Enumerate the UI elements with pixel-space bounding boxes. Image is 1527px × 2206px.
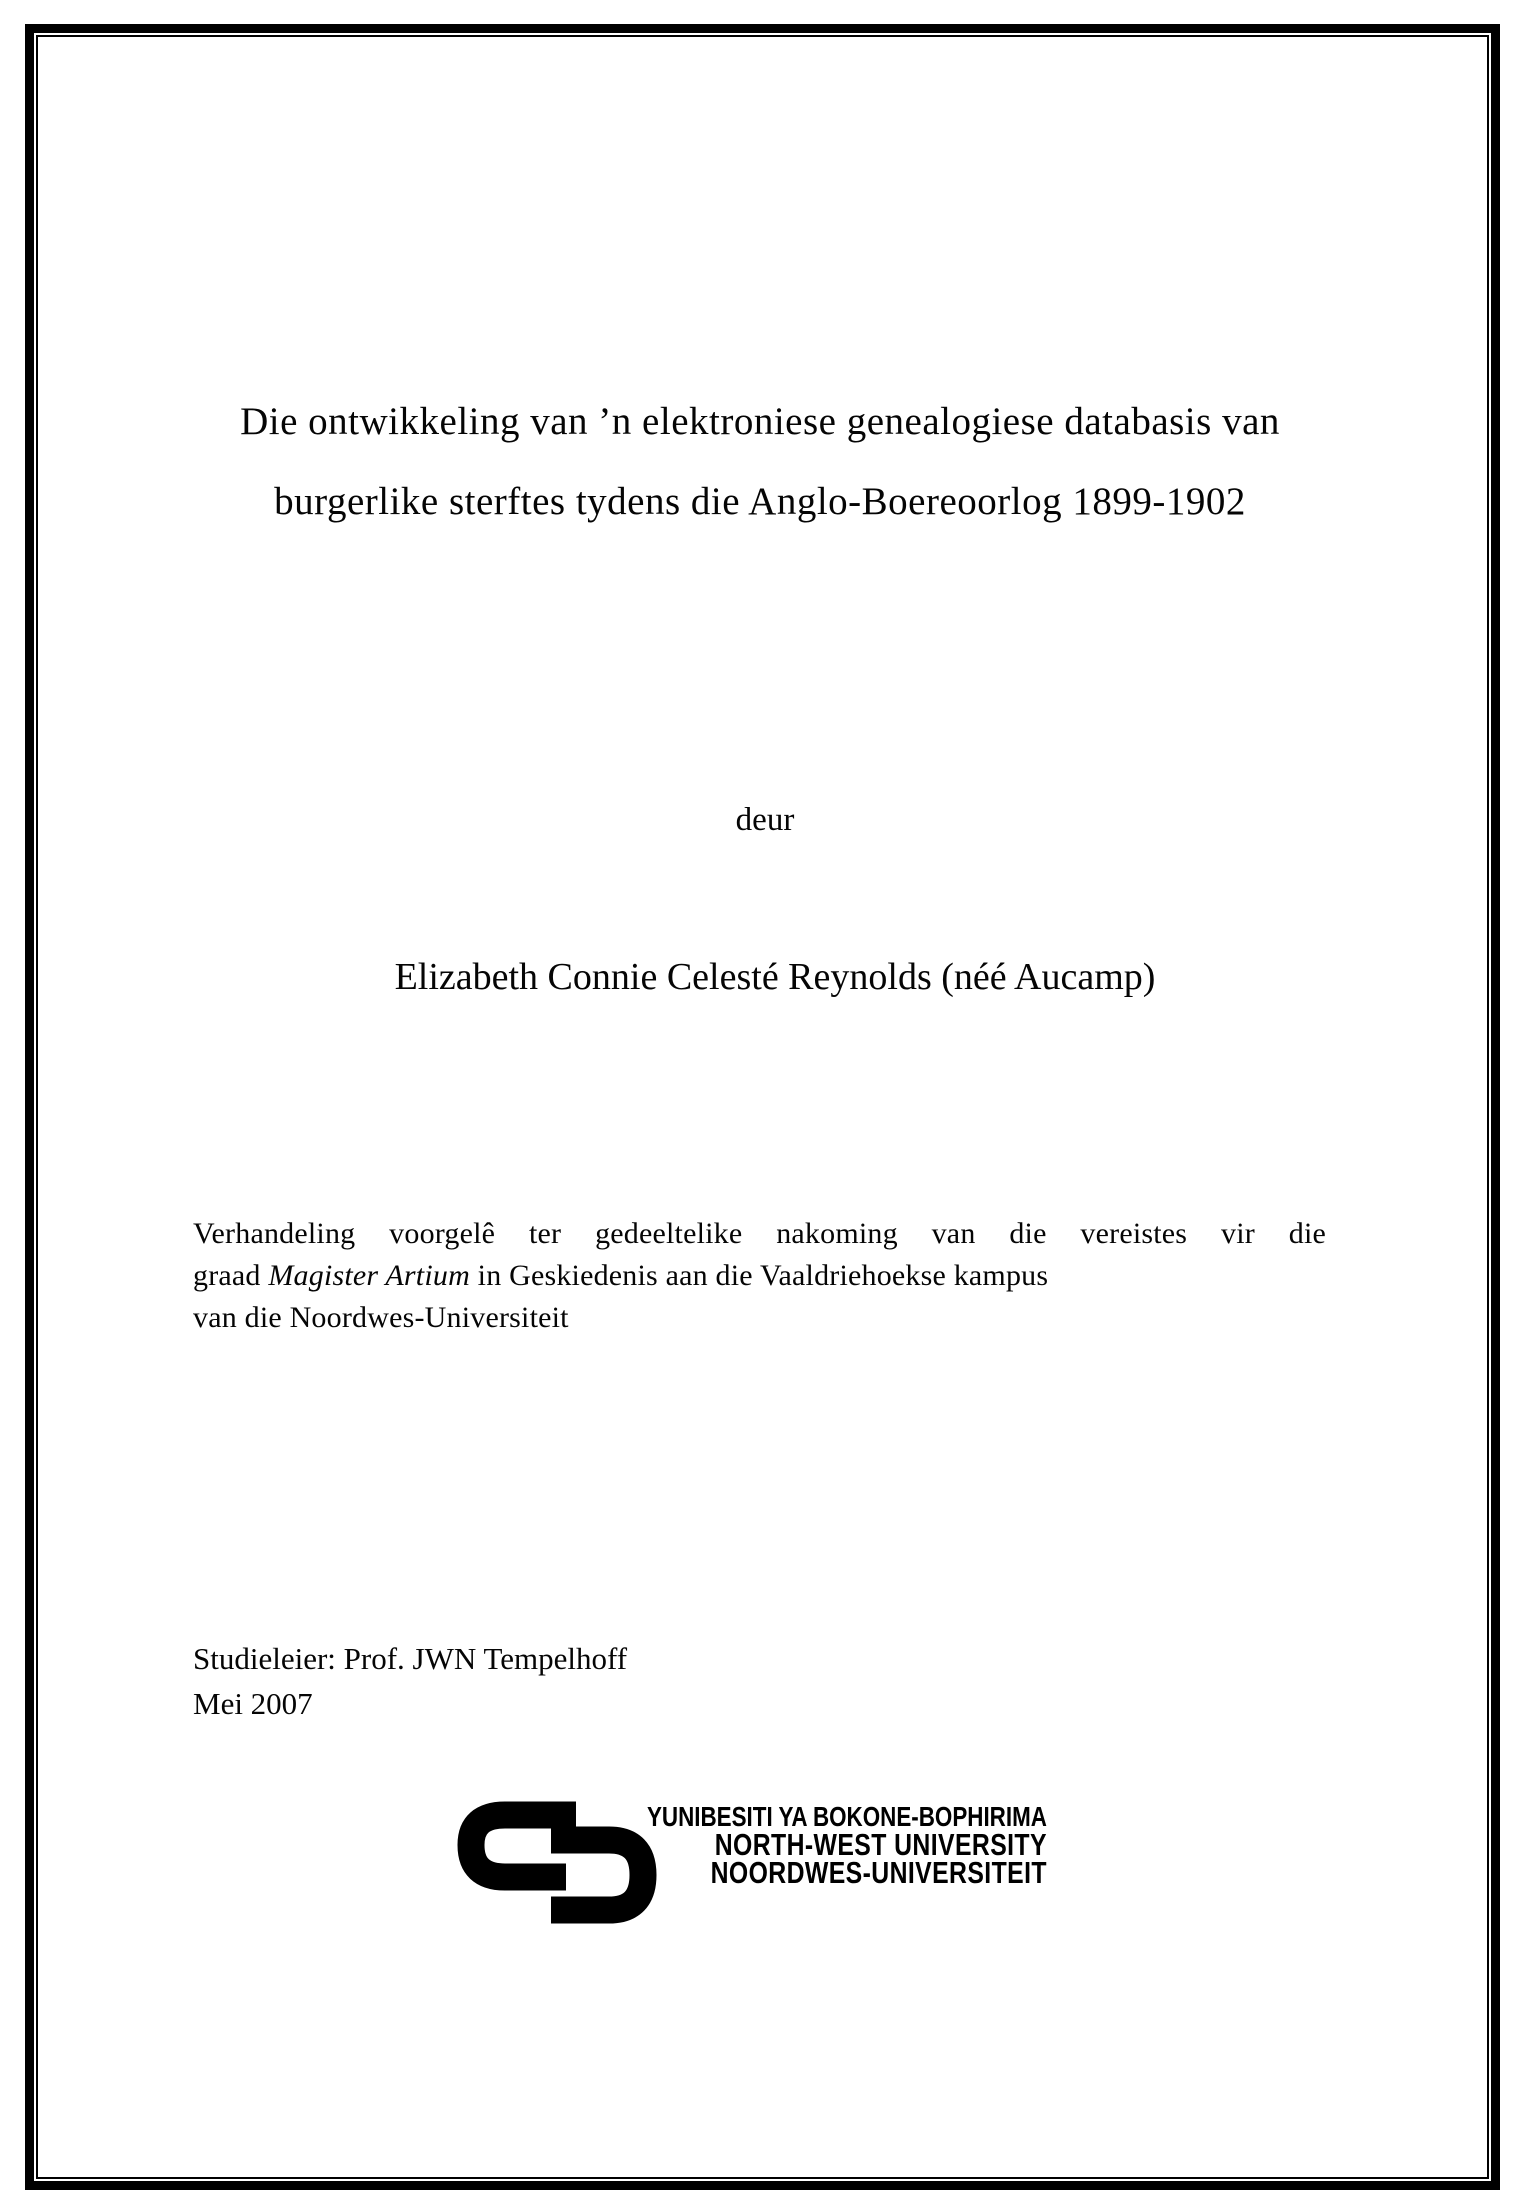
university-name-setswana: YUNIBESITI YA BOKONE-BOPHIRIMA xyxy=(647,1801,1047,1832)
degree-statement xyxy=(193,1213,1326,1339)
date-line: Mei 2007 xyxy=(193,1686,313,1721)
degree-statement-line-2 xyxy=(193,1255,1326,1297)
degree-statement-line-2-prefix: graad xyxy=(193,1259,269,1292)
university-name-afrikaans: NOORDWES-UNIVERSITEIT xyxy=(710,1855,1047,1890)
degree-name-italic: Magister Artium xyxy=(268,1259,470,1292)
university-name-english: NORTH-WEST UNIVERSITY xyxy=(714,1827,1047,1862)
byline-deur: deur xyxy=(735,802,795,838)
author-name: Elizabeth Connie Celesté Reynolds (néé Aucamp) xyxy=(394,956,1156,998)
supervisor-block xyxy=(193,1636,1093,1726)
thesis-title-line-1: Die ontwikkeling van ’n elektroniese genealogiese databasis van xyxy=(240,400,1280,443)
degree-statement-line-1: Verhandeling voorgelê ter gedeeltelike nakoming van die vereistes vir die xyxy=(193,1217,1326,1250)
thesis-title xyxy=(190,382,1330,542)
university-wordmark xyxy=(547,1801,1047,1890)
degree-statement-line-3: van die Noordwes-Universiteit xyxy=(193,1301,569,1334)
thesis-title-line-2: burgerlike sterftes tydens die Anglo-Boereoorlog 1899-1902 xyxy=(274,480,1246,523)
degree-statement-line-2-suffix: in Geskiedenis aan die Vaaldriehoekse kampus xyxy=(469,1259,1049,1292)
supervisor-line: Studieleier: Prof. JWN Tempelhoff xyxy=(193,1641,628,1676)
